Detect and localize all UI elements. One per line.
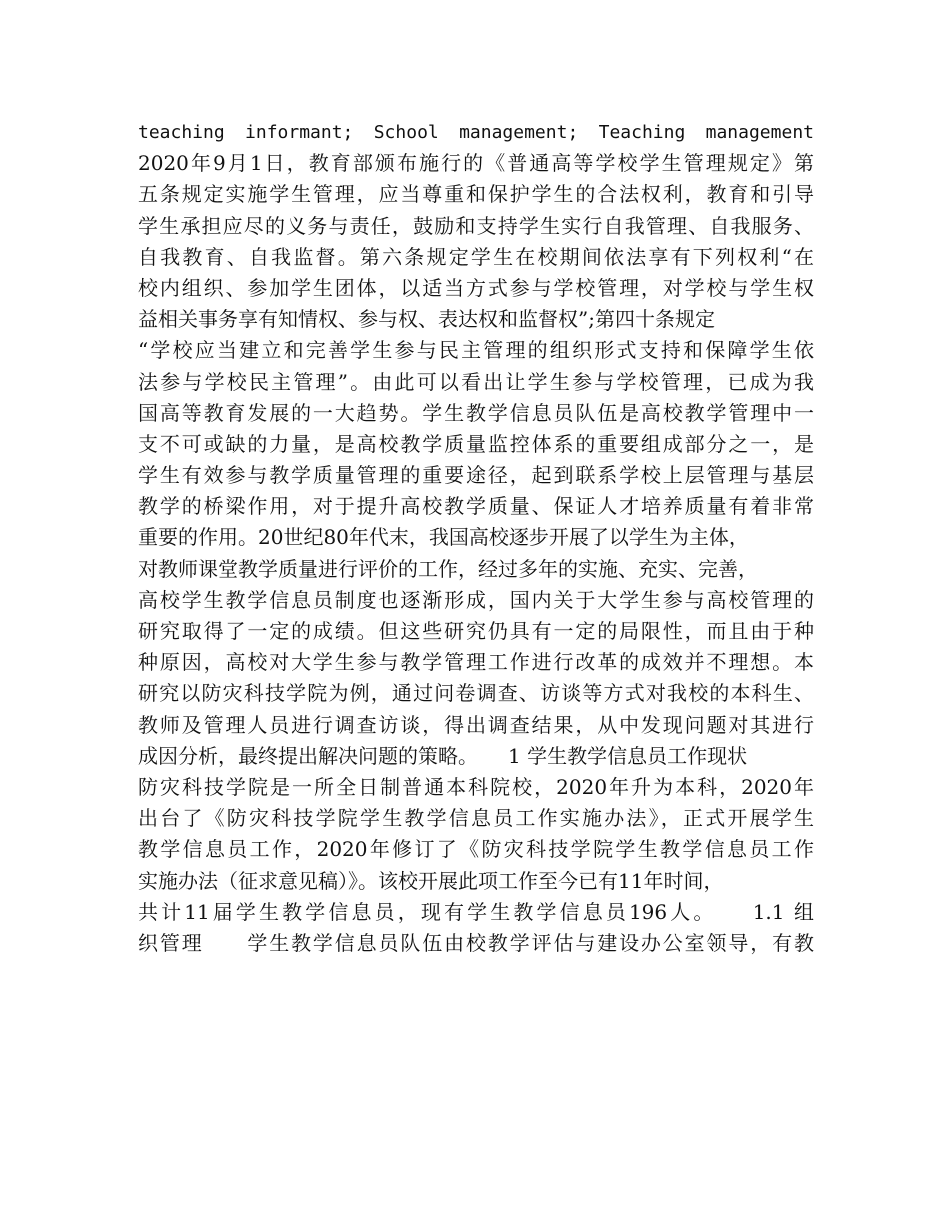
- text-line: 五条规定实施学生管理，应当尊重和保护学生的合法权利，教育和引导: [138, 182, 814, 207]
- text-line: 教学信息员工作，2020年修订了《防灾科技学院学生教学信息员工作: [138, 837, 814, 862]
- text-line: “学校应当建立和完善学生参与民主管理的组织形式支持和保障学生依: [138, 338, 814, 363]
- keywords-line: teaching informant; School management; Teaching management: [138, 122, 814, 143]
- text-line: 研究以防灾科技学院为例，通过问卷调查、访谈等方式对我校的本科生、: [138, 681, 814, 706]
- text-line: 教学的桥梁作用，对于提升高校教学质量、保证人才培养质量有着非常: [138, 494, 814, 519]
- text-line: 校内组织、参加学生团体，以适当方式参与学校管理，对学校与学生权: [138, 275, 814, 300]
- section-heading-line: 成因分析，最终提出解决问题的策略。 1 学生教学信息员工作现状: [138, 743, 748, 768]
- text-line: 出台了《防灾科技学院学生教学信息员工作实施办法》，正式开展学生: [138, 806, 814, 831]
- text-line: 自我教育、自我监督。第六条规定学生在校期间依法享有下列权利“在: [138, 244, 814, 269]
- text-line: 学生承担应尽的义务与责任，鼓励和支持学生实行自我管理、自我服务、: [138, 213, 814, 238]
- text-line: 2020年9月1日，教育部颁布施行的《普通高等学校学生管理规定》第: [138, 151, 814, 176]
- text-line: 益相关事务享有知情权、参与权、表达权和监督权”;第四十条规定: [138, 307, 715, 332]
- text-line: 国高等教育发展的一大趋势。学生教学信息员队伍是高校教学管理中一: [138, 400, 814, 425]
- subsection-heading-line: 织管理 学生教学信息员队伍由校教学评估与建设办公室领导，有教: [138, 930, 814, 955]
- text-line: 学生有效参与教学质量管理的重要途径，起到联系学校上层管理与基层: [138, 463, 814, 488]
- text-line: 法参与学校民主管理”。由此可以看出让学生参与学校管理，已成为我: [138, 369, 814, 394]
- text-line: 研究取得了一定的成绩。但这些研究仍具有一定的局限性，而且由于种: [138, 619, 814, 643]
- text-line: 高校学生教学信息员制度也逐渐形成，国内关于大学生参与高校管理的: [138, 587, 814, 612]
- text-line: 支不可或缺的力量，是高校教学质量监控体系的重要组成部分之一，是: [138, 431, 814, 456]
- text-line: 重要的作用。20世纪80年代末，我国高校逐步开展了以学生为主体，: [138, 525, 749, 550]
- text-line: 共计11届学生教学信息员，现有学生教学信息员196人。 1.1 组: [138, 899, 814, 924]
- text-line: 教师及管理人员进行调查访谈，得出调查结果，从中发现问题对其进行: [138, 712, 814, 737]
- text-line: 防灾科技学院是一所全日制普通本科院校，2020年升为本科，2020年: [138, 774, 814, 799]
- text-line: 实施办法（征求意见稿）》。该校开展此项工作至今已有11年时间，: [138, 868, 724, 893]
- text-line: 对教师课堂教学质量进行评价的工作，经过多年的实施、充实、完善，: [138, 556, 758, 581]
- text-line: 种原因，高校对大学生参与教学管理工作进行改革的成效并不理想。本: [138, 650, 814, 675]
- document-body: [138, 117, 814, 959]
